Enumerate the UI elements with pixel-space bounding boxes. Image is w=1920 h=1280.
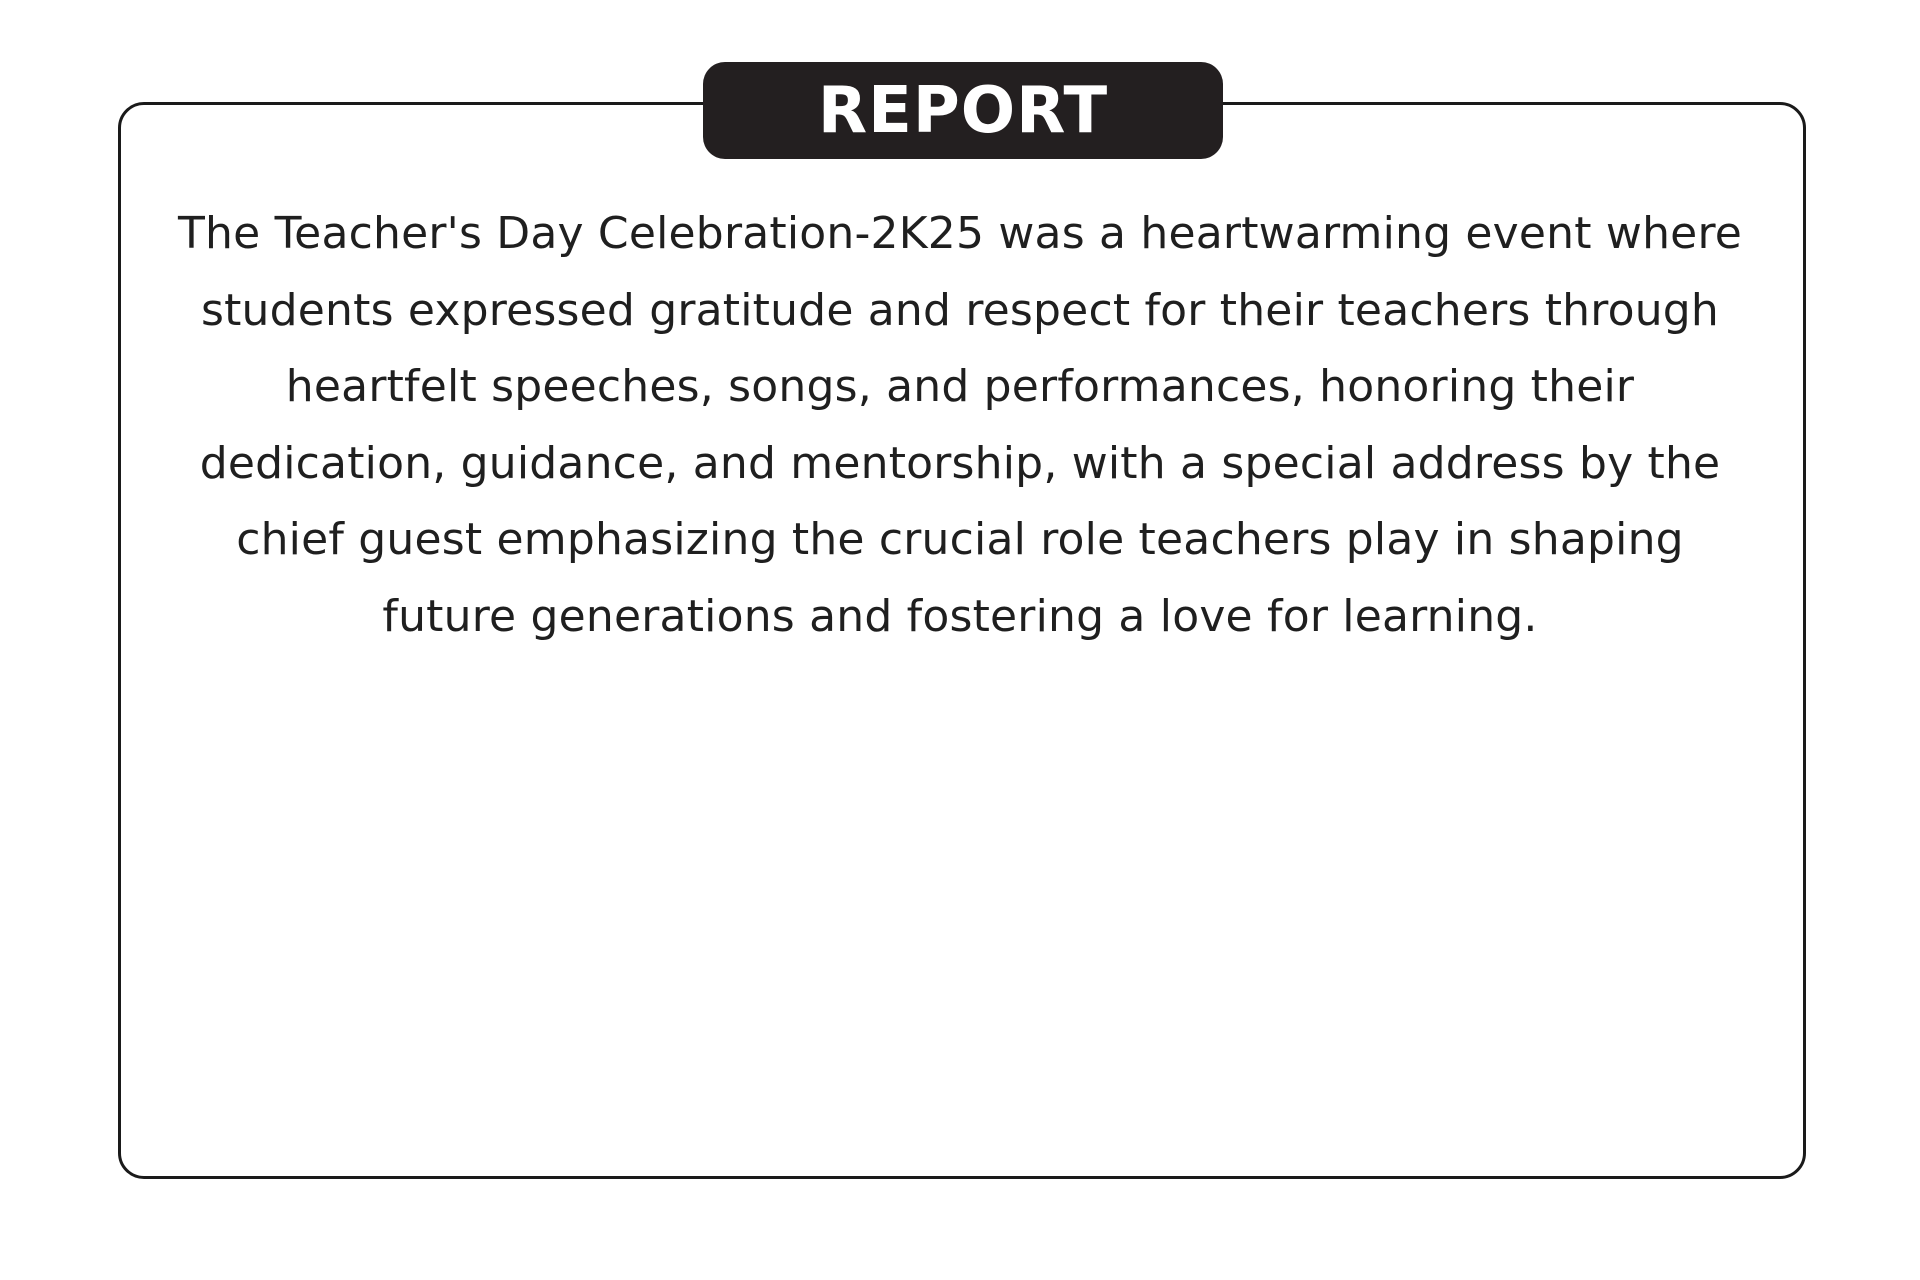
- report-heading: [703, 62, 1223, 159]
- report-heading-label: REPORT: [817, 73, 1109, 148]
- report-body-text: The Teacher's Day Celebration-2K25 was a heartwarming event where students expressed gratitude and respect for their teachers through heartfelt speeches, songs, and performances, honoring their dedication, guidance, and mentorship, with a special address by the chief guest emphasizing the crucial role teachers play in shaping future generations and fostering a love for learning.: [177, 208, 1743, 642]
